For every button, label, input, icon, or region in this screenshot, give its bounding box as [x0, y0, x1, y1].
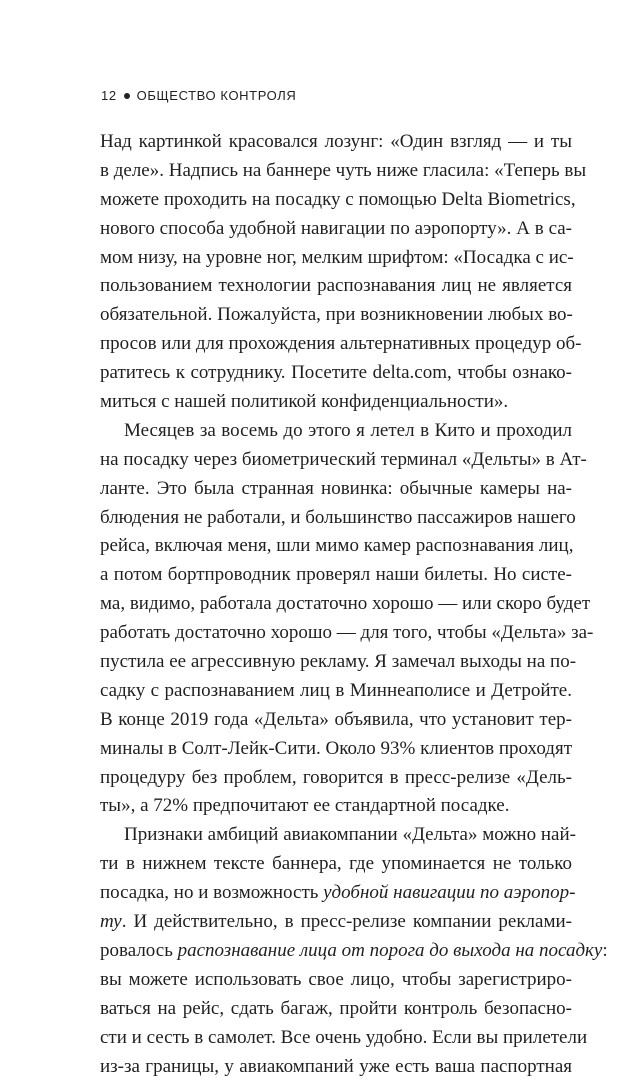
running-header [101, 88, 296, 103]
text-line: садку с распознаванием лиц в Миннеаполисе и Детройте. [100, 677, 572, 706]
text-line: нового способа удобной навигации по аэропорту». А в са- [100, 215, 572, 244]
text-line: ты», а 72% предпочитают ее стандартной посадке. [100, 792, 572, 821]
text-line: В конце 2019 года «Дельта» объявила, что установит тер- [100, 706, 572, 735]
text-line: работать достаточно хорошо — для того, чтобы «Дельта» за- [100, 619, 572, 648]
text-line: а потом бортпроводник проверял наши билеты. Но систе- [100, 561, 572, 590]
text-line: вы можете использовать свое лицо, чтобы зарегистриро- [100, 966, 572, 995]
text-line: миться с нашей политикой конфиденциальности». [100, 388, 572, 417]
text-run: ровалось [100, 940, 178, 961]
text-line: из-за границы, у авиакомпаний уже есть ваша паспортная [100, 1053, 572, 1081]
text-line: можете проходить на посадку с помощью Delta Biometrics, [100, 186, 572, 215]
text-line [100, 937, 572, 966]
italic-run: распознавание лица от порога до выхода на посадку [178, 940, 603, 961]
bullet-separator-icon [124, 93, 130, 99]
text-line: на посадку через биометрический терминал «Дельты» в Ат- [100, 446, 572, 475]
text-line: процедуру без проблем, говорится в пресс-релизе «Дель- [100, 764, 572, 793]
text-line: ма, видимо, работала достаточно хорошо — или скоро будет [100, 590, 572, 619]
text-line: Месяцев за восемь до этого я летел в Кито и проходил [100, 417, 572, 446]
text-line: обязательной. Пожалуйста, при возникновении любых во- [100, 301, 572, 330]
italic-run: удобной навигации по аэропор- [323, 882, 575, 903]
text-run: : [602, 940, 607, 961]
text-line: рейса, включая меня, шли мимо камер распознавания лиц, [100, 532, 572, 561]
text-line: ратитесь к сотруднику. Посетите delta.com, чтобы ознако- [100, 359, 572, 388]
text-line: мом низу, на уровне ног, мелким шрифтом: «Посадка с ис- [100, 244, 572, 273]
text-line: блюдения не работали, и большинство пассажиров нашего [100, 504, 572, 533]
text-line [100, 879, 572, 908]
text-line: сти и сесть в самолет. Все очень удобно. Если вы прилетели [100, 1024, 572, 1053]
text-run: . И действительно, в пресс-релизе компании реклами- [122, 911, 572, 932]
chapter-title: ОБЩЕСТВО КОНТРОЛЯ [137, 88, 297, 103]
text-line: пользованием технологии распознавания лиц не является [100, 272, 572, 301]
text-line: ланте. Это была странная новинка: обычные камеры на- [100, 475, 572, 504]
text-line: Признаки амбиций авиакомпании «Дельта» можно най- [100, 821, 572, 850]
text-line: ти в нижнем тексте баннера, где упоминается не только [100, 850, 572, 879]
page-number: 12 [101, 88, 117, 103]
text-run: посадка, но и возможность [100, 882, 323, 903]
italic-run: ту [100, 911, 122, 932]
text-line: в деле». Надпись на баннере чуть ниже гласила: «Теперь вы [100, 157, 572, 186]
text-line: Над картинкой красовался лозунг: «Один взгляд — и ты [100, 128, 572, 157]
text-line [100, 908, 572, 937]
text-line: ваться на рейс, сдать багаж, пройти контроль безопасно- [100, 995, 572, 1024]
text-line: миналы в Солт-Лейк-Сити. Около 93% клиентов проходят [100, 735, 572, 764]
body-text [100, 128, 572, 1081]
text-line: пустила ее агрессивную рекламу. Я замечал выходы на по- [100, 648, 572, 677]
text-line: просов или для прохождения альтернативных процедур об- [100, 330, 572, 359]
